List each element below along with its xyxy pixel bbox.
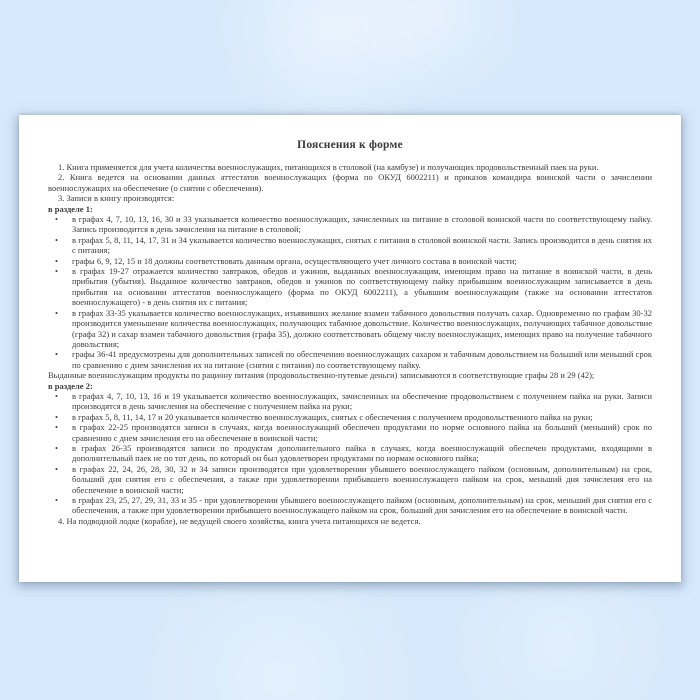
section-2-heading: в разделе 2: xyxy=(48,380,93,391)
list-item xyxy=(48,256,652,266)
bullet-text: в графах 23, 25, 27, 29, 31, 33 и 35 - при удовлетворении убывшего военнослужащего пайком (основным, дополнительным) на срок, меньший дня снятия его с обеспечения, а также при удовлетворении прибывшего военнослужащего пайком на срок, больший дня зачисления его на обеспечение в воинской части. xyxy=(72,495,652,516)
bullet-icon: • xyxy=(55,495,58,505)
closing-paragraph: 4. На подводной лодке (корабле), не ведущей своего хозяйства, книга учета питающихся не ведется. xyxy=(58,515,421,526)
list-item xyxy=(48,464,652,495)
page-title: Пояснения к форме xyxy=(297,139,403,151)
list-item xyxy=(48,308,652,350)
bullet-icon: • xyxy=(55,442,58,453)
bullet-icon: • xyxy=(55,411,58,422)
section-2-bullet-list xyxy=(48,391,652,516)
bullet-text: в графах 5, 8, 11, 14, 17, 31 и 34 указывается количество военнослужащих, снятых с питания в столовой воинской части. Запись производится в день снятия их с питания; xyxy=(72,234,652,256)
document-body xyxy=(48,162,652,526)
bullet-text: в графах 4, 7, 10, 13, 16 и 19 указывается количество военнослужащих, зачисленных на обеспечение продовольствием с получением пайка на руки. Записи производятся в день зачисления на обеспечение с получением пайка на руки; xyxy=(72,390,652,412)
note-paragraph: Выданные военнослужащим продукты по рациону питания (продовольственно-путевые деньги) записываются в соответствующие графы 28 и 29 (42); xyxy=(48,370,595,381)
intro-paragraph-2: 2. Книга ведется на основании данных аттестатов военнослужащих (форма по ОКУД 6002211) и приказов командира воинской части о зачислении военнослужащих на обеспечение (о снятии с обеспечения). xyxy=(48,172,652,193)
bullet-text: в графах 33-35 указывается количество военнослужащих, изъявивших желание взамен табачного довольствия получать сахар. Одновременно по графам 30-32 производится уменьшение количества военнослужащих, получающих табачное довольствие. Количество военнослужащих, получающих табачное довольствие (графа 32) и сахар взамен табачного довольствия (графа 35), должно соответствовать общему числу военнослужащих, имеющих право на получение табачного довольствия; xyxy=(72,307,652,349)
bullet-text: в графах 5, 8, 11, 14, 17 и 20 указывается количество военнослужащих, снятых с обеспечения с получением продовольственного пайка на руки; xyxy=(72,411,593,422)
bullet-text: в графах 19-27 отражается количество завтраков, обедов и ужинов, выданных военнослужащим, имеющим право на питание в воинской части, в день прибытия (убытия). Выданное количество завтраков, обедов и ужинов по соответствующему пайку прибывшим военнослужащим записывается в день прибытия на основании аттестатов военнослужащего (форма по ОКУД 6002211), а убывшим военнослужащим (также на основании аттестатов военнослужащего) - в день снятия их с питания; xyxy=(72,266,652,308)
list-item xyxy=(48,391,652,412)
intro-paragraph-1: 1. Книга применяется для учета количества военнослужащих, питающихся в столовой (на камбузе) и получающих продовольственный паек на руки. xyxy=(58,162,599,172)
bullet-text: графы 6, 9, 12, 15 и 18 должны соответствовать данным органа, осуществляющего учет личного состава в воинской части; xyxy=(72,255,517,266)
list-item xyxy=(48,349,652,370)
bullet-icon: • xyxy=(55,255,58,266)
list-item xyxy=(48,235,652,256)
list-item xyxy=(48,495,652,516)
section-1-heading: в разделе 1: xyxy=(48,203,93,214)
bullet-text: в графах 22-25 производятся записи в случаях, когда военнослужащий обеспечен продуктами по норме основного пайка на больший (меньший) срок по сравнению с днем зачисления его на обеспечение в воинской части; xyxy=(72,422,652,443)
bullet-icon: • xyxy=(55,349,58,360)
section-1-bullet-list xyxy=(48,214,652,370)
document-page xyxy=(19,115,681,582)
bullet-text: графы 36-41 предусмотрены для дополнительных записей по обеспечению военнослужащих сахаром и табачным довольствием на больший или меньший срок по сравнению с днем зачисления их на питание (снятия с питания) по соответствующему пайку. xyxy=(72,349,652,370)
bullet-icon: • xyxy=(55,234,58,245)
bullet-text: в графах 22, 24, 26, 28, 30, 32 и 34 записи производятся при удовлетворении убывшего военнослужащего пайком (основным, дополнительным) на срок, больший дня снятия его с обеспечения, а также при удовлетворении прибывшего военнослужащего пайком на срок, меньший дня зачисления его на обеспечение в воинской части; xyxy=(72,463,652,495)
list-item xyxy=(48,214,652,235)
list-item xyxy=(48,412,652,422)
list-item xyxy=(48,266,652,308)
bullet-icon: • xyxy=(55,214,58,225)
bullet-icon: • xyxy=(55,307,58,318)
list-item xyxy=(48,422,652,443)
bullet-text: в графах 26-35 производятся записи по продуктам дополнительного пайка в случаях, когда военнослужащий обеспечен продуктами, входящими в дополнительный паек не по тот день, по который он был удовлетворен продуктами по нормам основного пайка; xyxy=(72,442,652,464)
bullet-icon: • xyxy=(55,422,58,433)
list-item xyxy=(48,443,652,464)
bullet-icon: • xyxy=(55,463,58,474)
intro-paragraph-3: 3. Записи в книгу производятся: xyxy=(58,193,175,204)
bullet-icon: • xyxy=(55,266,58,277)
bullet-text: в графах 4, 7, 10, 13, 16, 30 и 33 указывается количество военнослужащих, зачисленных на питание в столовой воинской части по соответствующему пайку. Запись производится в день зачисления на питание в столовой; xyxy=(72,214,652,235)
bullet-icon: • xyxy=(55,390,58,401)
